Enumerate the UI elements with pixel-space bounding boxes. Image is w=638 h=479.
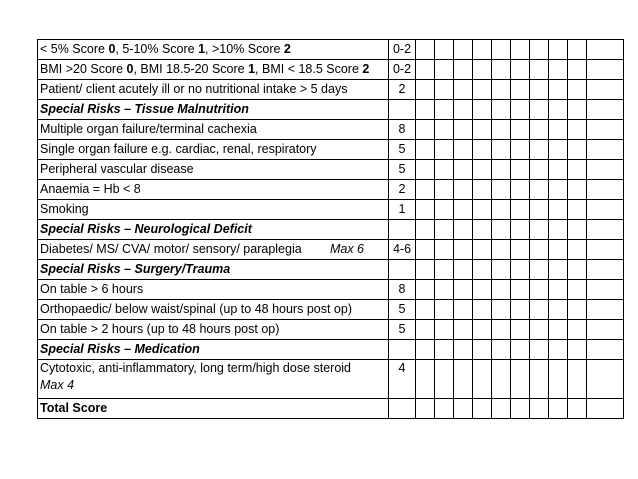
assessment-entry-cell[interactable] (530, 120, 549, 140)
assessment-entry-cell[interactable] (530, 399, 549, 419)
score-cell: 5 (389, 140, 416, 160)
table-row (38, 200, 624, 220)
assessment-entry-cell[interactable] (454, 340, 473, 360)
assessment-entry-cell[interactable] (530, 260, 549, 280)
assessment-entry-cell[interactable] (511, 180, 530, 200)
assessment-entry-cell[interactable] (492, 240, 511, 260)
score-value-bold: 0 (108, 42, 116, 56)
label-text: Multiple organ failure/terminal cachexia (40, 122, 257, 136)
assessment-entry-cell[interactable] (454, 60, 473, 80)
assessment-entry-cell[interactable] (568, 240, 587, 260)
label-text: Anaemia = Hb < 8 (40, 182, 141, 196)
assessment-entry-cell[interactable] (511, 60, 530, 80)
label-text: Diabetes/ MS/ CVA/ motor/ sensory/ paraplegia (40, 242, 302, 256)
assessment-entry-cell[interactable] (416, 60, 435, 80)
assessment-entry-cell[interactable] (473, 340, 492, 360)
table-row (38, 120, 624, 140)
assessment-entry-cell[interactable] (492, 120, 511, 140)
risk-factor-label (38, 140, 389, 160)
score-cell: 0-2 (389, 60, 416, 80)
assessment-entry-cell[interactable] (511, 300, 530, 320)
risk-factor-label (38, 200, 389, 220)
assessment-entry-cell[interactable] (511, 160, 530, 180)
assessment-entry-cell[interactable] (530, 280, 549, 300)
table-row (38, 80, 624, 100)
score-cell: 5 (389, 160, 416, 180)
assessment-entry-cell[interactable] (549, 340, 568, 360)
assessment-entry-cell[interactable] (416, 180, 435, 200)
assessment-entry-cell[interactable] (416, 80, 435, 100)
table-row (38, 240, 624, 260)
assessment-entry-cell[interactable] (454, 320, 473, 340)
assessment-entry-cell[interactable] (492, 300, 511, 320)
assessment-entry-cell[interactable] (549, 320, 568, 340)
risk-factor-label (38, 80, 389, 100)
section-header-row (38, 220, 624, 240)
assessment-entry-cell[interactable] (416, 220, 435, 240)
assessment-entry-cell[interactable] (530, 340, 549, 360)
assessment-entry-cell[interactable] (473, 399, 492, 419)
assessment-entry-cell[interactable] (568, 220, 587, 240)
score-cell: 8 (389, 280, 416, 300)
section-title (38, 220, 389, 240)
assessment-entry-cell[interactable] (454, 240, 473, 260)
assessment-entry-cell[interactable] (416, 200, 435, 220)
assessment-entry-cell[interactable] (473, 260, 492, 280)
label-text: Peripheral vascular disease (40, 162, 194, 176)
assessment-entry-cell[interactable] (435, 320, 454, 340)
assessment-entry-cell[interactable] (587, 340, 624, 360)
risk-factor-label (38, 160, 389, 180)
label-text: Special Risks – Medication (40, 342, 200, 356)
risk-factor-label (38, 240, 389, 260)
assessment-entry-cell[interactable] (530, 180, 549, 200)
assessment-entry-cell[interactable] (530, 360, 549, 399)
assessment-entry-cell[interactable] (454, 180, 473, 200)
score-cell: 0-2 (389, 40, 416, 60)
assessment-entry-cell[interactable] (549, 140, 568, 160)
label-text: Patient/ client acutely ill or no nutritional intake > 5 days (40, 82, 348, 96)
score-cell (389, 100, 416, 120)
waterlow-score-table (37, 39, 624, 419)
label-text: BMI >20 Score (40, 62, 127, 76)
assessment-entry-cell[interactable] (549, 260, 568, 280)
assessment-entry-cell[interactable] (492, 100, 511, 120)
assessment-entry-cell[interactable] (454, 100, 473, 120)
assessment-entry-cell[interactable] (530, 80, 549, 100)
assessment-entry-cell[interactable] (568, 120, 587, 140)
label-text: Special Risks – Tissue Malnutrition (40, 102, 249, 116)
assessment-entry-cell[interactable] (511, 200, 530, 220)
assessment-entry-cell[interactable] (587, 180, 624, 200)
label-text: , 5-10% Score (115, 42, 199, 56)
risk-factor-label (38, 360, 389, 399)
label-text: Cytotoxic, anti-inflammatory, long term/high dose steroid (40, 361, 352, 375)
assessment-entry-cell[interactable] (568, 180, 587, 200)
assessment-entry-cell[interactable] (511, 220, 530, 240)
score-cell: 8 (389, 120, 416, 140)
assessment-entry-cell[interactable] (473, 180, 492, 200)
assessment-entry-cell[interactable] (587, 320, 624, 340)
assessment-entry-cell[interactable] (549, 399, 568, 419)
assessment-entry-cell[interactable] (568, 340, 587, 360)
assessment-entry-cell[interactable] (473, 220, 492, 240)
section-header-row (38, 260, 624, 280)
assessment-entry-cell[interactable] (587, 260, 624, 280)
assessment-entry-cell[interactable] (530, 140, 549, 160)
assessment-entry-cell[interactable] (492, 340, 511, 360)
assessment-entry-cell[interactable] (416, 100, 435, 120)
assessment-entry-cell[interactable] (587, 160, 624, 180)
assessment-entry-cell[interactable] (435, 399, 454, 419)
assessment-entry-cell[interactable] (568, 280, 587, 300)
assessment-entry-cell[interactable] (511, 80, 530, 100)
assessment-entry-cell[interactable] (587, 200, 624, 220)
assessment-entry-cell[interactable] (549, 40, 568, 60)
assessment-entry-cell[interactable] (530, 220, 549, 240)
assessment-entry-cell[interactable] (473, 60, 492, 80)
assessment-entry-cell[interactable] (416, 160, 435, 180)
label-text: Special Risks – Surgery/Trauma (40, 262, 231, 276)
assessment-entry-cell[interactable] (473, 120, 492, 140)
assessment-entry-cell[interactable] (492, 360, 511, 399)
table-row (38, 140, 624, 160)
label-text: Smoking (40, 202, 89, 216)
assessment-entry-cell[interactable] (473, 320, 492, 340)
score-value-bold: 1 (248, 62, 256, 76)
assessment-entry-cell[interactable] (435, 80, 454, 100)
assessment-entry-cell[interactable] (549, 220, 568, 240)
assessment-entry-cell[interactable] (454, 260, 473, 280)
assessment-entry-cell[interactable] (511, 100, 530, 120)
label-text: Single organ failure e.g. cardiac, renal, respiratory (40, 142, 317, 156)
assessment-entry-cell[interactable] (435, 100, 454, 120)
table-row (38, 360, 624, 399)
assessment-entry-cell[interactable] (473, 240, 492, 260)
assessment-entry-cell[interactable] (416, 260, 435, 280)
assessment-entry-cell[interactable] (492, 140, 511, 160)
assessment-entry-cell[interactable] (435, 140, 454, 160)
score-cell: 1 (389, 200, 416, 220)
assessment-entry-cell[interactable] (568, 160, 587, 180)
label-text: On table > 2 hours (up to 48 hours post op) (40, 322, 280, 336)
label-text: Orthopaedic/ below waist/spinal (up to 48 hours post op) (40, 302, 352, 316)
assessment-entry-cell[interactable] (511, 360, 530, 399)
assessment-entry-cell[interactable] (568, 40, 587, 60)
label-text: , BMI < 18.5 Score (255, 62, 363, 76)
assessment-entry-cell[interactable] (435, 60, 454, 80)
assessment-entry-cell[interactable] (530, 100, 549, 120)
assessment-entry-cell[interactable] (435, 200, 454, 220)
assessment-entry-cell[interactable] (587, 399, 624, 419)
assessment-entry-cell[interactable] (511, 280, 530, 300)
section-title (38, 100, 389, 120)
score-cell: 2 (389, 80, 416, 100)
assessment-entry-cell[interactable] (568, 140, 587, 160)
score-cell (389, 260, 416, 280)
assessment-entry-cell[interactable] (454, 40, 473, 60)
assessment-entry-cell[interactable] (454, 280, 473, 300)
max-score-note: Max 6 (329, 242, 364, 256)
assessment-entry-cell[interactable] (530, 40, 549, 60)
score-cell: 5 (389, 320, 416, 340)
assessment-entry-cell[interactable] (587, 140, 624, 160)
assessment-entry-cell[interactable] (454, 360, 473, 399)
assessment-entry-cell[interactable] (416, 40, 435, 60)
assessment-entry-cell[interactable] (416, 120, 435, 140)
assessment-entry-cell[interactable] (492, 320, 511, 340)
assessment-entry-cell[interactable] (435, 220, 454, 240)
assessment-entry-cell[interactable] (568, 80, 587, 100)
assessment-entry-cell[interactable] (416, 320, 435, 340)
assessment-entry-cell[interactable] (454, 120, 473, 140)
assessment-entry-cell[interactable] (416, 340, 435, 360)
section-title (38, 260, 389, 280)
assessment-entry-cell[interactable] (454, 80, 473, 100)
assessment-entry-cell[interactable] (473, 40, 492, 60)
risk-factor-label (38, 280, 389, 300)
assessment-entry-cell[interactable] (587, 300, 624, 320)
score-cell: 5 (389, 300, 416, 320)
score-cell (389, 220, 416, 240)
assessment-entry-cell[interactable] (435, 120, 454, 140)
assessment-entry-cell[interactable] (549, 200, 568, 220)
score-value-bold: 0 (126, 62, 134, 76)
score-cell (389, 399, 416, 419)
risk-factor-label (38, 300, 389, 320)
assessment-entry-cell[interactable] (568, 320, 587, 340)
assessment-entry-cell[interactable] (587, 360, 624, 399)
assessment-entry-cell[interactable] (587, 60, 624, 80)
section-header-row (38, 100, 624, 120)
risk-factor-label (38, 40, 389, 60)
assessment-entry-cell[interactable] (435, 160, 454, 180)
label-text: , >10% Score (205, 42, 284, 56)
assessment-entry-cell[interactable] (473, 80, 492, 100)
risk-factor-label (38, 320, 389, 340)
label-text: On table > 6 hours (40, 282, 144, 296)
assessment-entry-cell[interactable] (435, 300, 454, 320)
score-cell: 4-6 (389, 240, 416, 260)
assessment-entry-cell[interactable] (492, 260, 511, 280)
assessment-entry-cell[interactable] (587, 240, 624, 260)
score-value-bold: 2 (283, 42, 291, 56)
total-label (38, 399, 389, 419)
assessment-entry-cell[interactable] (473, 160, 492, 180)
assessment-entry-cell[interactable] (473, 200, 492, 220)
assessment-entry-cell[interactable] (454, 300, 473, 320)
assessment-entry-cell[interactable] (454, 160, 473, 180)
table-row (38, 180, 624, 200)
assessment-entry-cell[interactable] (568, 300, 587, 320)
assessment-entry-cell[interactable] (492, 280, 511, 300)
assessment-entry-cell[interactable] (530, 60, 549, 80)
assessment-entry-cell[interactable] (587, 280, 624, 300)
assessment-entry-cell[interactable] (435, 240, 454, 260)
assessment-entry-cell[interactable] (492, 80, 511, 100)
assessment-entry-cell[interactable] (511, 120, 530, 140)
assessment-entry-cell[interactable] (549, 280, 568, 300)
assessment-entry-cell[interactable] (549, 300, 568, 320)
table-row (38, 160, 624, 180)
label-text: Special Risks – Neurological Deficit (40, 222, 252, 236)
label-text: Total Score (40, 401, 108, 415)
score-cell: 2 (389, 180, 416, 200)
table-row (38, 40, 624, 60)
assessment-entry-cell[interactable] (416, 140, 435, 160)
risk-factor-label (38, 120, 389, 140)
assessment-entry-cell[interactable] (568, 260, 587, 280)
assessment-entry-cell[interactable] (473, 100, 492, 120)
assessment-entry-cell[interactable] (549, 180, 568, 200)
assessment-entry-cell[interactable] (549, 240, 568, 260)
assessment-entry-cell[interactable] (492, 160, 511, 180)
assessment-entry-cell[interactable] (454, 220, 473, 240)
assessment-entry-cell[interactable] (568, 100, 587, 120)
assessment-entry-cell[interactable] (435, 260, 454, 280)
assessment-entry-cell[interactable] (416, 399, 435, 419)
assessment-entry-cell[interactable] (549, 80, 568, 100)
assessment-entry-cell[interactable] (511, 40, 530, 60)
assessment-entry-cell[interactable] (511, 399, 530, 419)
assessment-entry-cell[interactable] (511, 340, 530, 360)
assessment-entry-cell[interactable] (416, 360, 435, 399)
section-header-row (38, 340, 624, 360)
assessment-entry-cell[interactable] (511, 240, 530, 260)
assessment-entry-cell[interactable] (587, 100, 624, 120)
assessment-entry-cell[interactable] (435, 360, 454, 399)
assessment-entry-cell[interactable] (530, 300, 549, 320)
score-cell: 4 (389, 360, 416, 399)
assessment-entry-cell[interactable] (435, 340, 454, 360)
score-cell (389, 340, 416, 360)
score-value-bold: 1 (198, 42, 206, 56)
assessment-entry-cell[interactable] (530, 320, 549, 340)
assessment-entry-cell[interactable] (454, 399, 473, 419)
assessment-entry-cell[interactable] (568, 360, 587, 399)
assessment-entry-cell[interactable] (454, 200, 473, 220)
risk-factor-label (38, 60, 389, 80)
assessment-entry-cell[interactable] (473, 280, 492, 300)
assessment-entry-cell[interactable] (511, 320, 530, 340)
assessment-entry-cell[interactable] (416, 300, 435, 320)
table-row (38, 280, 624, 300)
assessment-entry-cell[interactable] (587, 40, 624, 60)
assessment-entry-cell[interactable] (568, 399, 587, 419)
assessment-entry-cell[interactable] (416, 280, 435, 300)
total-score-row (38, 399, 624, 419)
assessment-entry-cell[interactable] (435, 40, 454, 60)
assessment-entry-cell[interactable] (530, 160, 549, 180)
assessment-entry-cell[interactable] (587, 220, 624, 240)
assessment-entry-cell[interactable] (492, 40, 511, 60)
assessment-entry-cell[interactable] (492, 180, 511, 200)
assessment-entry-cell[interactable] (492, 60, 511, 80)
label-text: , BMI 18.5-20 Score (133, 62, 249, 76)
section-title (38, 340, 389, 360)
assessment-entry-cell[interactable] (511, 140, 530, 160)
assessment-entry-cell[interactable] (568, 200, 587, 220)
label-text: < 5% Score (40, 42, 109, 56)
assessment-entry-cell[interactable] (473, 140, 492, 160)
assessment-entry-cell[interactable] (492, 220, 511, 240)
assessment-entry-cell[interactable] (492, 399, 511, 419)
assessment-entry-cell[interactable] (435, 280, 454, 300)
assessment-entry-cell[interactable] (549, 120, 568, 140)
assessment-entry-cell[interactable] (549, 160, 568, 180)
assessment-entry-cell[interactable] (473, 300, 492, 320)
assessment-entry-cell[interactable] (492, 200, 511, 220)
assessment-entry-cell[interactable] (587, 80, 624, 100)
assessment-entry-cell[interactable] (549, 360, 568, 399)
max-score-note: Max 4 (40, 378, 75, 392)
risk-factor-label (38, 180, 389, 200)
assessment-entry-cell[interactable] (416, 240, 435, 260)
assessment-entry-cell[interactable] (587, 120, 624, 140)
assessment-entry-cell[interactable] (511, 260, 530, 280)
assessment-entry-cell[interactable] (530, 240, 549, 260)
table-row (38, 320, 624, 340)
assessment-entry-cell[interactable] (473, 360, 492, 399)
table-row (38, 60, 624, 80)
assessment-entry-cell[interactable] (530, 200, 549, 220)
assessment-entry-cell[interactable] (435, 180, 454, 200)
assessment-entry-cell[interactable] (549, 60, 568, 80)
score-value-bold: 2 (362, 62, 370, 76)
assessment-entry-cell[interactable] (568, 60, 587, 80)
assessment-entry-cell[interactable] (454, 140, 473, 160)
assessment-entry-cell[interactable] (549, 100, 568, 120)
table-row (38, 300, 624, 320)
table-body (38, 40, 624, 419)
